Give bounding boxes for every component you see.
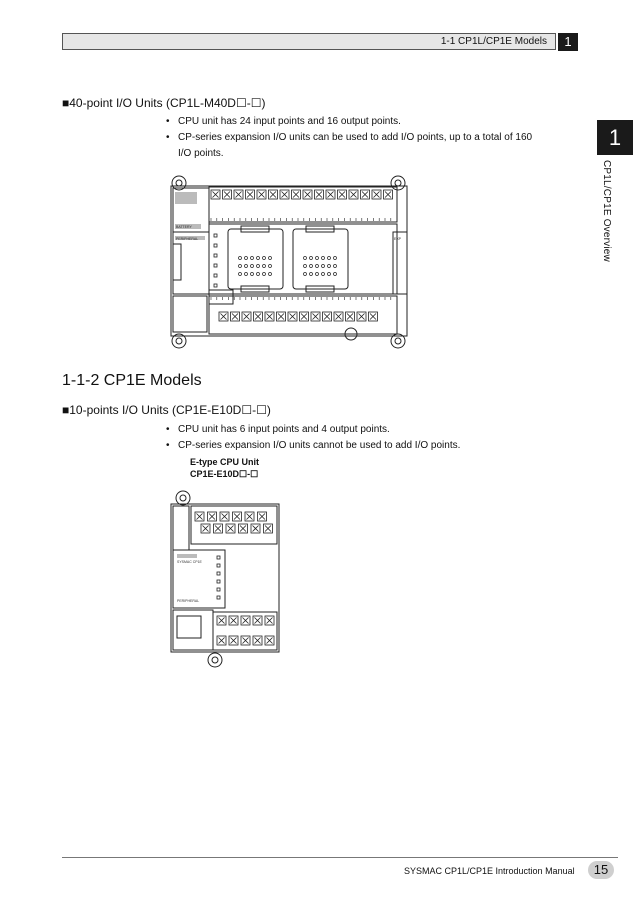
connector-pin [304,265,307,268]
indicator-leds-10 [217,556,220,599]
connector-pin [328,273,331,276]
sysmac-cp1e-label: SYSMAC CP1E [177,560,202,564]
header-chapter-badge: 1 [558,33,578,51]
connector-pin [316,273,319,276]
peripheral-label-10: PERIPHERAL [177,599,200,603]
footer-rule [62,857,618,858]
connector-pin [263,257,266,260]
bullet-40-1 [166,114,401,130]
connector-pin [269,257,272,260]
bullet-40-1-text: CPU unit has 24 input points and 16 output points. [178,116,401,127]
connector-pin [334,265,337,268]
connector-pin [251,257,254,260]
section-title-1-1-2: 1-1-2 CP1E Models [62,372,202,389]
bullet-10-1 [166,422,390,438]
peripheral-label: PERIPHERAL [176,237,199,241]
connector-pin [239,257,242,260]
exp-label: EXP [394,237,402,241]
bullet-10-2 [166,438,461,454]
connector-pin [239,265,242,268]
battery-label: BATTERY [176,225,192,229]
bullet-40-3 [178,146,224,162]
bullet-40-3-text: I/O points. [178,148,224,159]
bullet-dot-icon: • [166,424,170,435]
bullet-40-2-text: CP-series expansion I/O units can be used to add I/O points, up to a total of 160 [178,132,533,143]
connector-pin [322,257,325,260]
bullet-40-2 [166,130,533,146]
connector-pin-dots [239,257,337,276]
side-chapter-title-text: CP1L/CP1E Overview [601,160,612,262]
connector-pin [263,273,266,276]
connector-pin [304,257,307,260]
header-section-title: 1-1 CP1L/CP1E Models [440,36,547,47]
connector-pin [316,265,319,268]
connector-pin [245,273,248,276]
indicator-leds [214,234,217,287]
page-number: 15 [588,861,614,879]
heading-10-point: ■10-points I/O Units (CP1E-E10D☐-☐) [62,403,271,417]
connector-pin [269,265,272,268]
connector-pin [245,257,248,260]
connector-pin [239,273,242,276]
connector-pin [269,273,272,276]
connector-pin [310,273,313,276]
connector-pin [316,257,319,260]
connector-pin [334,273,337,276]
connector-pin [263,265,266,268]
screw-terminal-row-10 [195,512,274,645]
screw-terminal-row [211,190,393,321]
terminal-tick-row [211,218,391,300]
connector-pin [322,273,325,276]
connector-pin [257,273,260,276]
cp1e-e10-figure [165,488,285,668]
connector-pin [304,273,307,276]
connector-pin [310,257,313,260]
connector-pin [328,265,331,268]
bullet-10-2-text: CP-series expansion I/O units cannot be used to add I/O points. [178,440,461,451]
side-chapter-title [597,160,633,280]
figure-caption-model: CP1E-E10D☐-☐ [190,469,259,479]
connector-pin [251,265,254,268]
bullet-10-1-text: CPU unit has 6 input points and 4 output points. [178,424,390,435]
connector-pin [322,265,325,268]
connector-pin [310,265,313,268]
bullet-dot-icon: • [166,116,170,127]
side-chapter-badge: 1 [597,120,633,155]
connector-pin [245,265,248,268]
heading-40-point: ■40-point I/O Units (CP1L-M40D☐-☐) [62,96,266,110]
connector-pin [334,257,337,260]
footer-manual-title: SYSMAC CP1L/CP1E Introduction Manual [404,866,575,876]
connector-pin [257,265,260,268]
bullet-dot-icon: • [166,440,170,451]
figure-caption-type: E-type CPU Unit [190,457,260,467]
connector-pin [257,257,260,260]
running-header [62,33,556,50]
connector-pin [251,273,254,276]
cp1l-m40-figure [165,172,413,352]
connector-pin [328,257,331,260]
bullet-dot-icon: • [166,132,170,143]
